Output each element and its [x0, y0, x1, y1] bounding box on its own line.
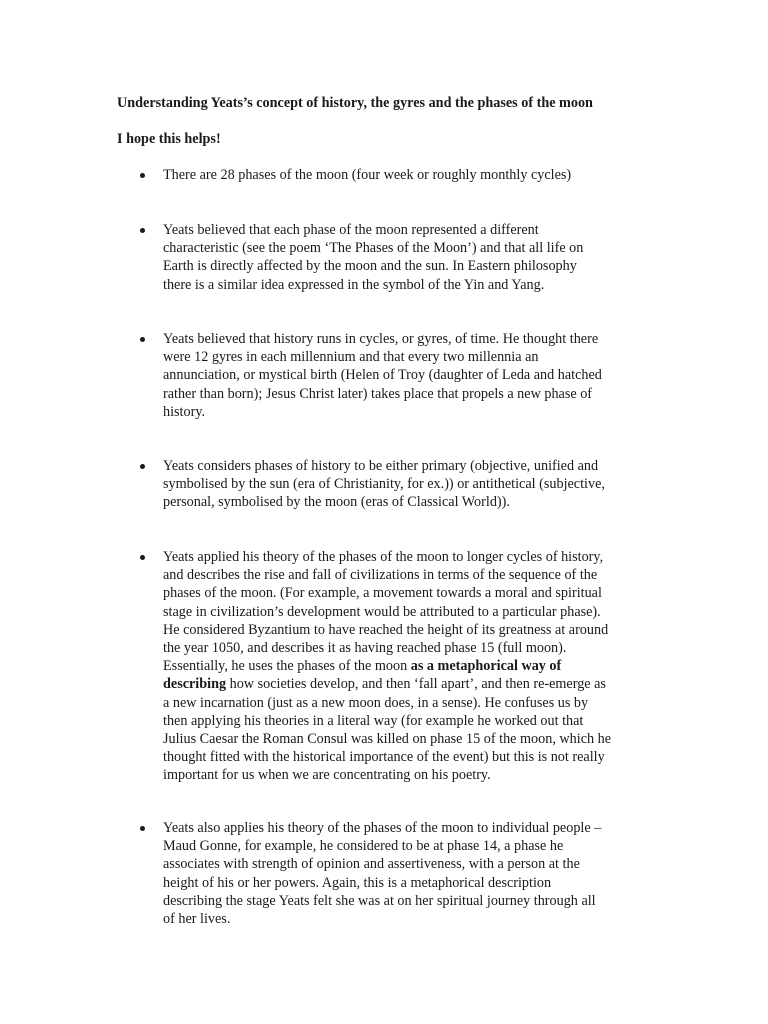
bullet-item	[140, 330, 645, 421]
text-segment: how societies develop, and then ‘fall apart’, and then re-emerge as	[226, 676, 606, 693]
bullet-text	[163, 221, 645, 294]
text-line: history.	[163, 403, 206, 420]
text-line: He considered Byzantium to have reached the height of its greatness at around	[163, 621, 609, 638]
text-line	[163, 675, 645, 693]
text-line: the year 1050, and describes it as having reached phase 15 (full moon).	[163, 640, 567, 657]
bullet-item	[140, 548, 645, 785]
bullet-item	[140, 166, 645, 184]
text-line: describing the stage Yeats felt she was at on her spiritual journey through all	[163, 892, 596, 909]
text-line: Yeats considers phases of history to be either primary (objective, unified and	[163, 458, 599, 474]
text-line: Earth is directly affected by the moon and the sun. In Eastern philosophy	[163, 258, 577, 275]
text-line: symbolised by the sun (era of Christianity, for ex.)) or antithetical (subjective,	[163, 476, 605, 493]
text-line: important for us when we are concentrating on his poetry.	[163, 767, 491, 784]
bullet-text	[163, 457, 645, 512]
document-title: Understanding Yeats’s concept of history, the gyres and the phases of the moon	[117, 95, 593, 111]
bullet-item	[140, 457, 645, 512]
bold-phrase: describing	[163, 676, 227, 693]
bullet-icon	[140, 173, 145, 178]
text-line: thought fitted with the historical importance of the event) but this is not really	[163, 749, 605, 766]
text-line: were 12 gyres in each millennium and that every two millennia an	[163, 349, 539, 366]
text-line: Yeats believed that each phase of the moon represented a different	[163, 222, 539, 238]
text-line: Yeats applied his theory of the phases of the moon to longer cycles of history,	[163, 549, 604, 565]
text-line: Julius Caesar the Roman Consul was killed on phase 15 of the moon, which he	[163, 731, 612, 748]
text-line: phases of the moon. (For example, a movement towards a moral and spiritual	[163, 585, 602, 602]
text-line: Yeats also applies his theory of the phases of the moon to individual people –	[163, 820, 602, 836]
text-line: There are 28 phases of the moon (four week or roughly monthly cycles)	[163, 167, 572, 183]
text-segment: Essentially, he uses the phases of the moon	[163, 658, 411, 675]
bullet-item	[140, 221, 645, 294]
text-line: annunciation, or mystical birth (Helen of Troy (daughter of Leda and hatched	[163, 367, 602, 384]
text-line: characteristic (see the poem ‘The Phases of the Moon’) and that all life on	[163, 240, 584, 257]
text-line	[163, 657, 645, 675]
bullet-icon	[140, 555, 145, 560]
text-line: and describes the rise and fall of civilizations in terms of the sequence of the	[163, 567, 598, 584]
bold-phrase: as a metaphorical way of	[410, 658, 562, 675]
text-line: a new incarnation (just as a new moon does, in a sense). He confuses us by	[163, 694, 589, 711]
bullet-item	[140, 819, 645, 928]
text-line: rather than born); Jesus Christ later) takes place that propels a new phase of	[163, 385, 593, 402]
text-line: height of his or her powers. Again, this is a metaphorical description	[163, 874, 552, 891]
text-line: there is a similar idea expressed in the symbol of the Yin and Yang.	[163, 276, 545, 293]
bullet-icon	[140, 464, 145, 469]
text-line: stage in civilization’s development would be attributed to a particular phase).	[163, 603, 601, 620]
bullet-icon	[140, 228, 145, 233]
text-line: of her lives.	[163, 911, 231, 928]
text-line: associates with strength of opinion and assertiveness, with a person at the	[163, 856, 580, 873]
document-subtitle: I hope this helps!	[117, 131, 221, 147]
bullet-text	[163, 330, 645, 421]
text-line: personal, symbolised by the moon (eras of Classical World)).	[163, 494, 510, 511]
bullet-icon	[140, 337, 145, 342]
bullet-text	[163, 166, 645, 184]
text-line: Maud Gonne, for example, he considered to be at phase 14, a phase he	[163, 838, 564, 855]
bullet-text	[163, 548, 645, 785]
text-line: Yeats believed that history runs in cycles, or gyres, of time. He thought there	[163, 331, 599, 347]
text-line: then applying his theories in a literal way (for example he worked out that	[163, 712, 584, 729]
bullet-icon	[140, 826, 145, 831]
bullet-text	[163, 819, 645, 928]
